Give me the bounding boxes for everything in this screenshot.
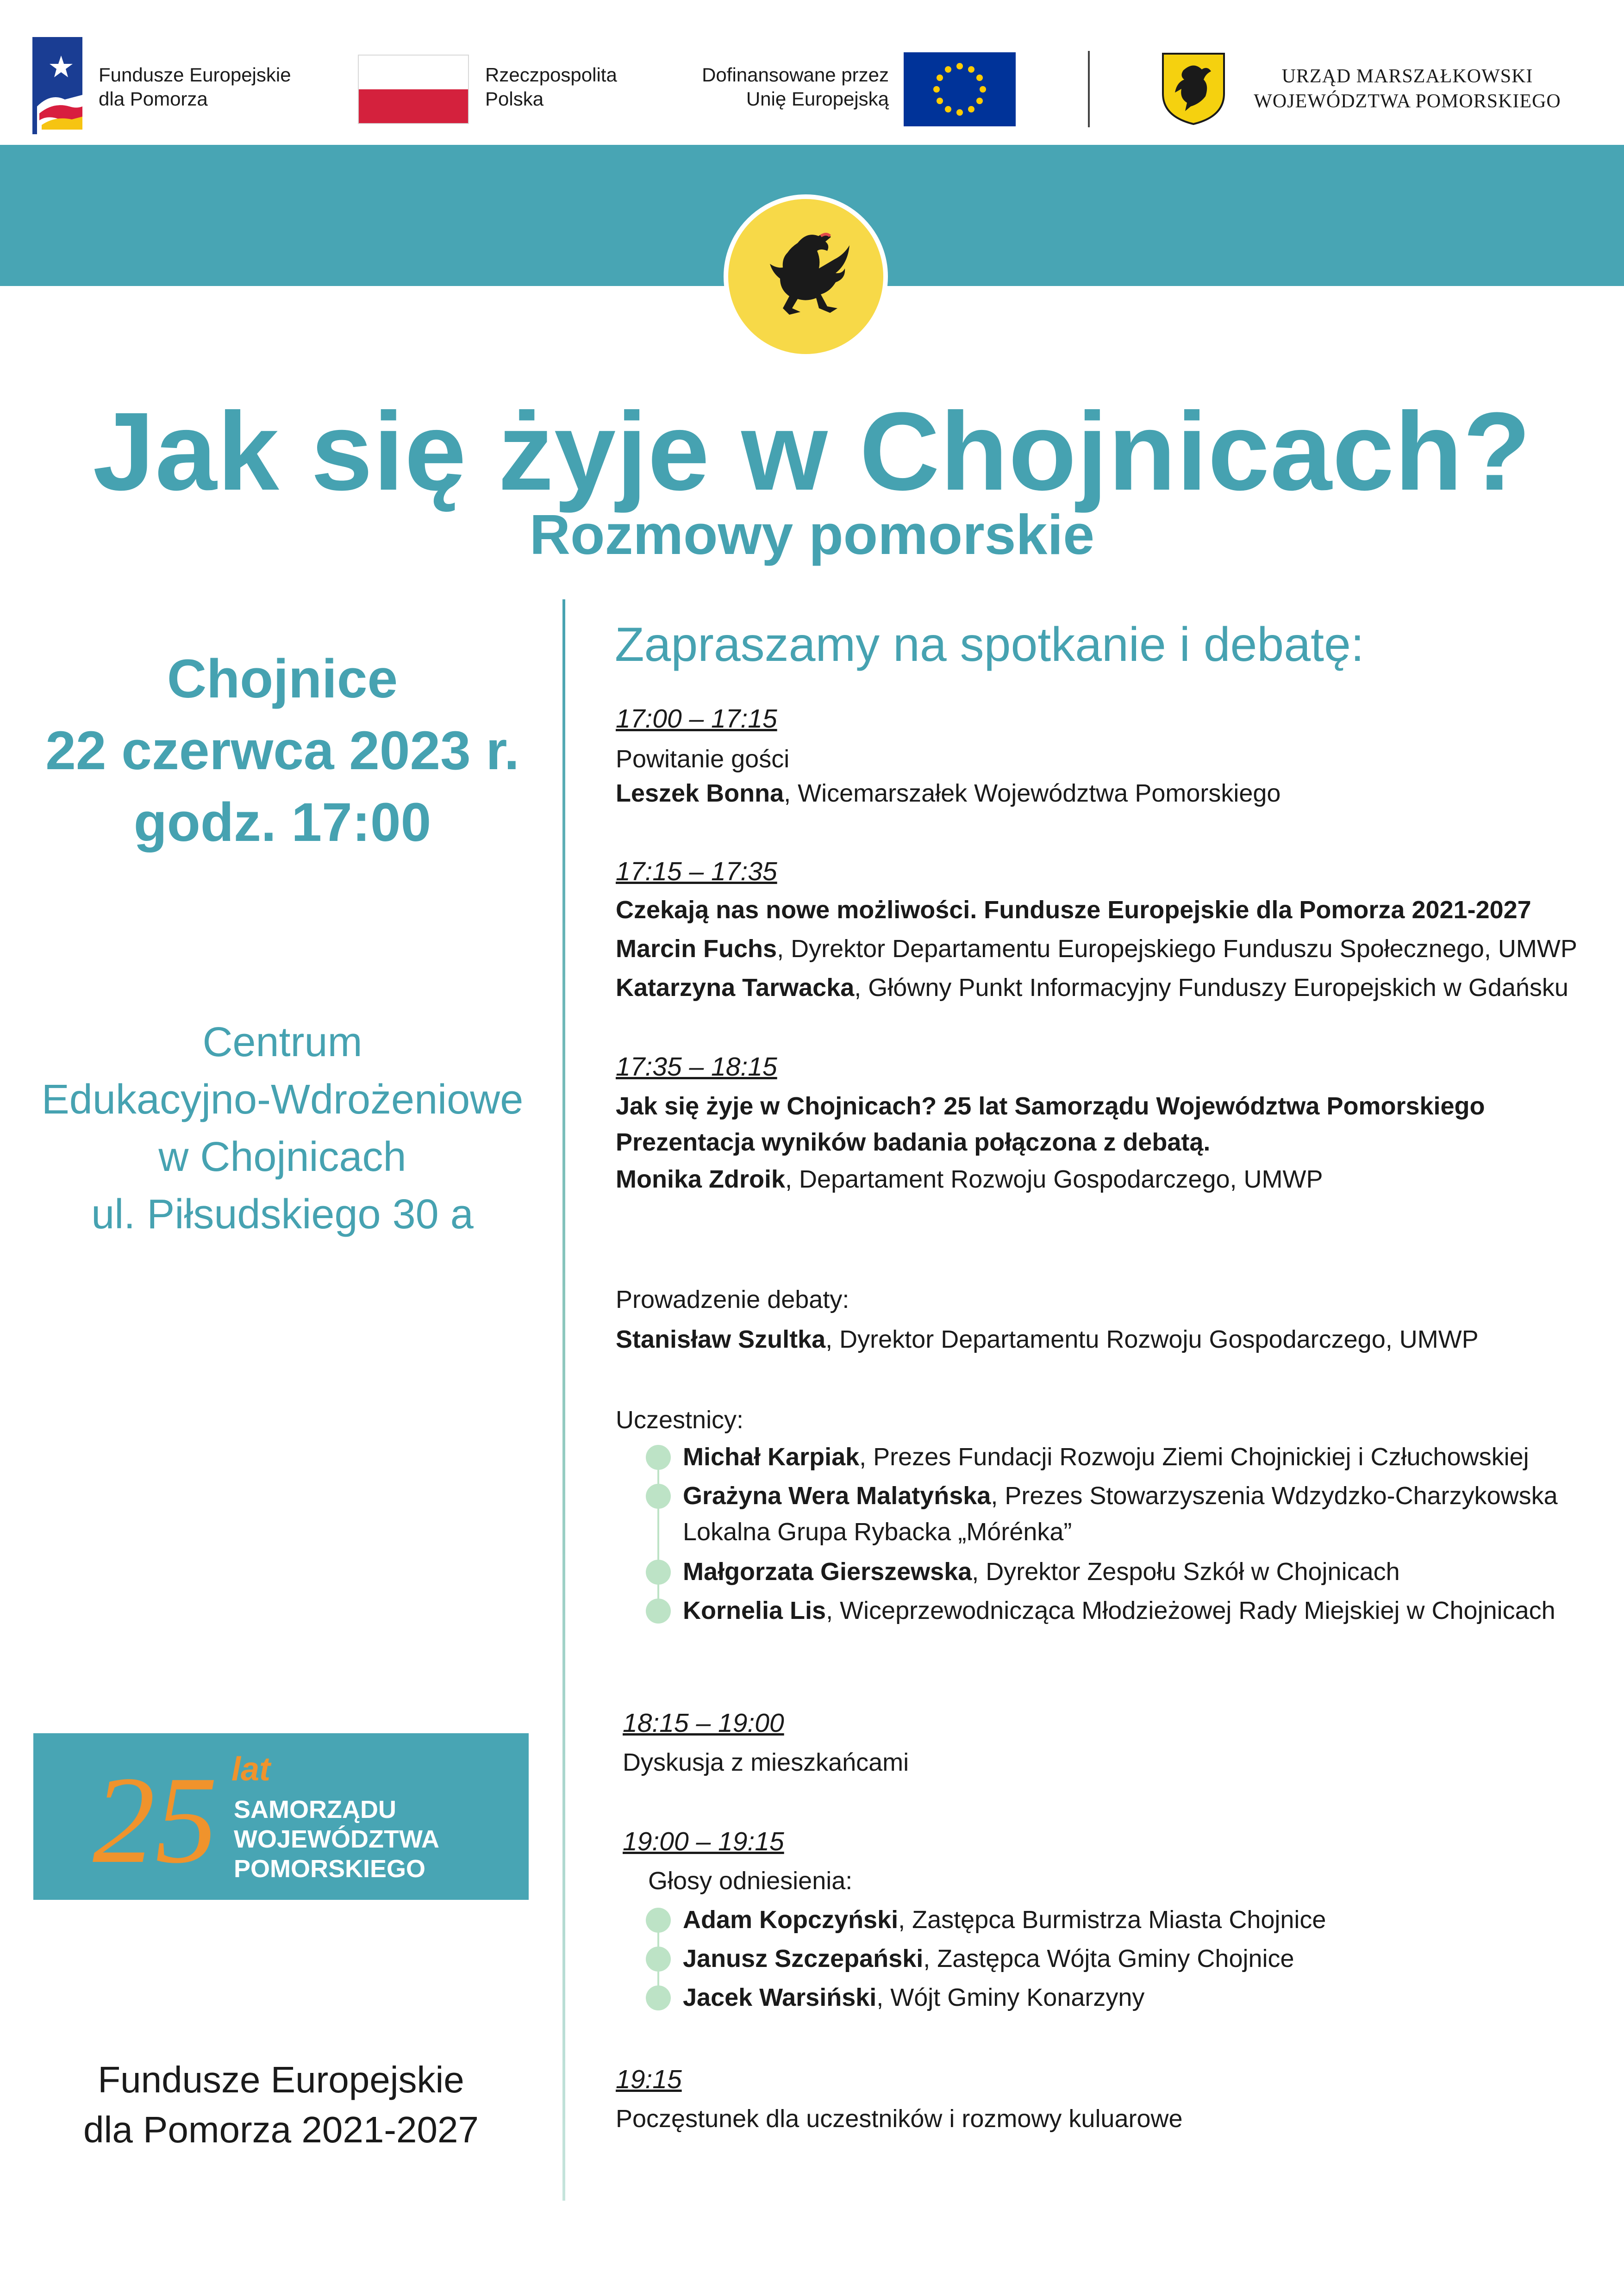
participant-role-continued: Lokalna Grupa Rybacka „Mórénka”	[683, 1518, 1072, 1546]
speaker-name: Marcin Fuchs	[616, 935, 777, 963]
participant-role: , Prezes Stowarzyszenia Wdzydzko-Charzykowska	[991, 1482, 1558, 1510]
agenda-time-5: 19:00 – 19:15	[623, 1827, 784, 1856]
eu-logo-text	[639, 63, 889, 111]
anniversary-line3: POMORSKIEGO	[234, 1855, 426, 1883]
venue-line3: w Chojnicach	[158, 1134, 406, 1180]
agenda-speaker	[616, 1160, 1323, 1199]
respondent	[683, 1939, 1294, 1978]
anniversary-lat: lat	[231, 1751, 271, 1788]
polish-flag-icon	[358, 55, 469, 124]
agenda-text-6: Poczęstunek dla uczestników i rozmowy kuluarowe	[616, 2105, 1183, 2133]
respondent-role: , Zastępca Burmistrza Miasta Chojnice	[898, 1906, 1326, 1934]
rp-logo-text	[485, 63, 617, 111]
bullet-dot	[646, 1985, 671, 2010]
moderation-label: Prowadzenie debaty:	[616, 1286, 849, 1313]
participant	[683, 1591, 1555, 1630]
agenda-speaker	[616, 968, 1568, 1007]
agenda-time-6: 19:15	[616, 2065, 682, 2094]
speaker-role: , Departament Rozwoju Gospodarczego, UMWP	[785, 1165, 1323, 1193]
respondent-name: Jacek Warsiński	[683, 1984, 877, 2011]
page-subtitle: Rozmowy pomorskie	[529, 503, 1095, 566]
rp-logo-line1: Rzeczpospolita	[485, 64, 617, 86]
fe-logo-line2: dla Pomorza	[99, 88, 208, 110]
pomorskie-shield-icon	[1161, 52, 1226, 126]
fe-logo-line1: Fundusze Europejskie	[99, 64, 291, 86]
participant-name: Kornelia Lis	[683, 1597, 826, 1624]
respondent-name: Adam Kopczyński	[683, 1906, 899, 1934]
participant-name: Michał Karpiak	[683, 1443, 860, 1471]
participant	[683, 1476, 1558, 1515]
anniversary-line2: WOJEWÓDZTWA	[234, 1825, 439, 1853]
bullet-dot	[646, 1560, 671, 1585]
eu-logo-line2: Unię Europejską	[746, 88, 889, 110]
agenda-time-3: 17:35 – 18:15	[616, 1052, 777, 1082]
venue-line4: ul. Piłsudskiego 30 a	[91, 1191, 474, 1238]
participant	[683, 1437, 1529, 1476]
agenda-time-1: 17:00 – 17:15	[616, 704, 777, 734]
venue-line1: Centrum	[202, 1019, 362, 1065]
event-time: godz. 17:00	[133, 792, 431, 853]
agenda-title-3b: Prezentacja wyników badania połączona z debatą.	[616, 1128, 1211, 1156]
participant-name: Grażyna Wera Malatyńska	[683, 1482, 991, 1510]
anniversary-text	[234, 1795, 439, 1884]
anniversary-number: 25	[93, 1751, 218, 1889]
footer-fe-line2: dla Pomorza 2021-2027	[83, 2109, 479, 2150]
respondent-name: Janusz Szczepański	[683, 1945, 924, 1972]
speaker-role: , Główny Punkt Informacyjny Funduszy Europejskich w Gdańsku	[854, 974, 1568, 1002]
eu-logo-line1: Dofinansowane przez	[702, 64, 889, 86]
agenda-text-4: Dyskusja z mieszkańcami	[623, 1748, 909, 1776]
griffin-badge	[724, 194, 888, 359]
agenda-title-3a: Jak się żyje w Chojnicach? 25 lat Samorządu Województwa Pomorskiego	[616, 1092, 1485, 1120]
invite-heading: Zapraszamy na spotkanie i debatę:	[615, 618, 1364, 672]
participant-role: , Wiceprzewodnicząca Młodzieżowej Rady Miejskiej w Chojnicach	[826, 1597, 1555, 1624]
agenda-text-1: Powitanie gości	[616, 745, 790, 773]
event-date: 22 czerwca 2023 r.	[45, 720, 519, 781]
bullet-dot	[646, 1599, 671, 1624]
moderator-role: , Dyrektor Departamentu Rozwoju Gospodarczego, UMWP	[825, 1325, 1479, 1353]
participants-connector	[657, 1458, 659, 1611]
fe-logo-text	[99, 63, 291, 111]
participant	[683, 1552, 1400, 1591]
anniversary-line1: SAMORZĄDU	[234, 1796, 396, 1823]
logo-separator	[1088, 51, 1090, 127]
respondent	[683, 1900, 1326, 1939]
griffin-icon	[728, 199, 883, 354]
footer-fe-line1: Fundusze Europejskie	[98, 2059, 464, 2100]
umwp-logo-text	[1231, 64, 1583, 114]
speaker-name: Katarzyna Tarwacka	[616, 974, 855, 1002]
agenda-speaker	[616, 774, 1280, 813]
speaker-role: , Dyrektor Departamentu Europejskiego Funduszu Społecznego, UMWP	[777, 935, 1577, 963]
umwp-logo-line1: URZĄD MARSZAŁKOWSKI	[1281, 66, 1533, 87]
participant-role: , Dyrektor Zespołu Szkół w Chojnicach	[972, 1558, 1400, 1586]
speaker-name: Monika Zdroik	[616, 1165, 786, 1193]
venue-line2: Edukacyjno-Wdrożeniowe	[41, 1076, 524, 1123]
moderator	[616, 1320, 1479, 1359]
respondent	[683, 1978, 1144, 2017]
responses-label: Głosy odniesienia:	[648, 1867, 853, 1895]
bullet-dot	[646, 1908, 671, 1933]
agenda-time-4: 18:15 – 19:00	[623, 1708, 784, 1738]
participants-label: Uczestnicy:	[616, 1406, 744, 1434]
participant-name: Małgorzata Gierszewska	[683, 1558, 972, 1586]
event-city: Chojnice	[167, 648, 398, 709]
column-divider	[562, 599, 565, 2201]
umwp-logo-line2: WOJEWÓDZTWA POMORSKIEGO	[1254, 91, 1561, 112]
participant-role: , Prezes Fundacji Rozwoju Ziemi Chojnickiej i Człuchowskiej	[859, 1443, 1529, 1471]
rp-logo-line2: Polska	[485, 88, 544, 110]
bullet-dot	[646, 1947, 671, 1972]
bullet-dot	[646, 1484, 671, 1509]
respondent-role: , Wójt Gminy Konarzyny	[876, 1984, 1145, 2011]
moderator-name: Stanisław Szultka	[616, 1325, 826, 1353]
agenda-speaker	[616, 929, 1577, 968]
speaker-name: Leszek Bonna	[616, 779, 784, 807]
eu-flag-icon	[904, 52, 1016, 126]
fundusze-europejskie-mark-icon	[32, 37, 82, 134]
page-title: Jak się żyje w Chojnicach?	[93, 389, 1531, 513]
agenda-time-2: 17:15 – 17:35	[616, 857, 777, 886]
bullet-dot	[646, 1445, 671, 1470]
agenda-title-2: Czekają nas nowe możliwości. Fundusze Europejskie dla Pomorza 2021-2027	[616, 896, 1531, 924]
speaker-role: , Wicemarszałek Województwa Pomorskiego	[784, 779, 1281, 807]
respondent-role: , Zastępca Wójta Gminy Chojnice	[923, 1945, 1294, 1972]
